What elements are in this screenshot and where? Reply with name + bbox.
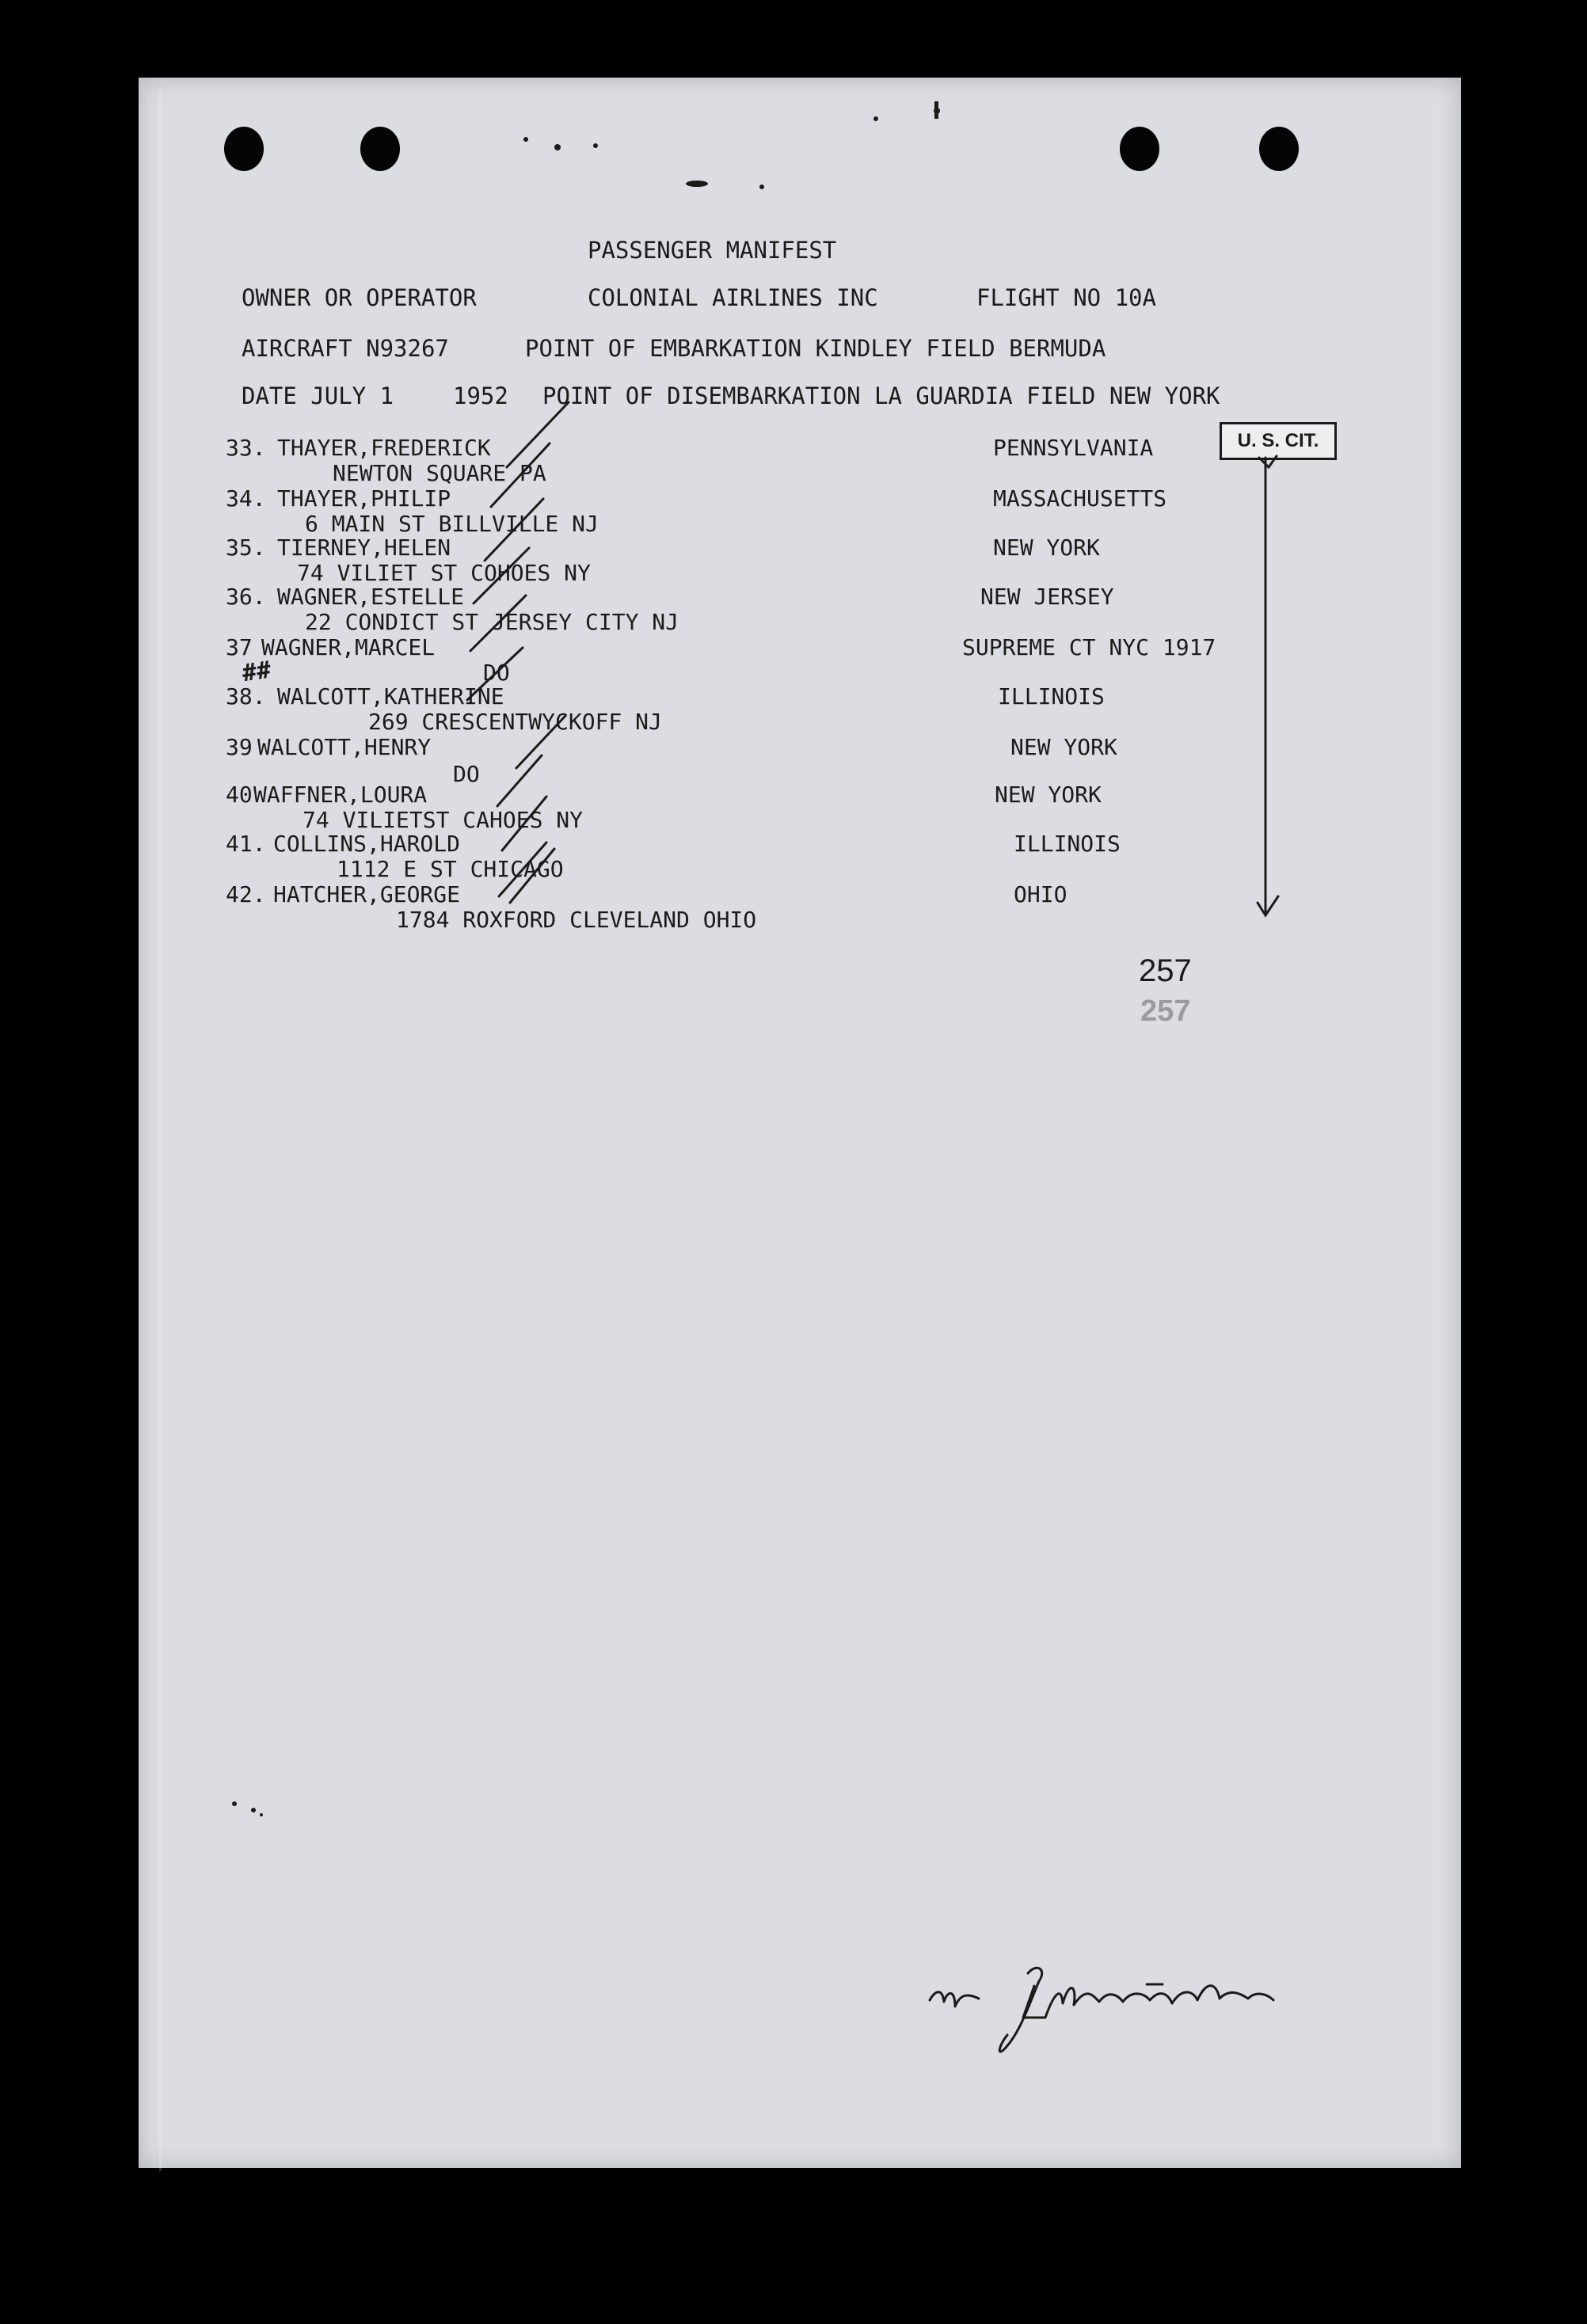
stamp-connector — [1259, 456, 1277, 467]
passenger-name: WAGNER,MARCEL — [261, 634, 436, 660]
passenger-origin: NEW YORK — [995, 782, 1102, 808]
passenger-address: 22 CONDICT ST JERSEY CITY NJ — [305, 609, 679, 635]
passenger-number: 42. — [226, 881, 266, 907]
passenger-name: THAYER,PHILIP — [277, 485, 451, 512]
passenger-origin: PENNSYLVANIA — [993, 435, 1154, 461]
passenger-origin: NEW YORK — [1010, 734, 1117, 760]
passenger-name: WALCOTT,KATHERINE — [277, 683, 504, 709]
passenger-name: HATCHER,GEORGE — [273, 881, 461, 907]
passenger-origin: MASSACHUSETTS — [993, 485, 1167, 512]
passenger-number: 35. — [226, 534, 266, 561]
passenger-address: 1784 ROXFORD CLEVELAND OHIO — [396, 907, 757, 933]
check-mark — [467, 648, 523, 700]
passenger-address: 269 CRESCENTWYCKOFF NJ — [368, 709, 662, 735]
operator-name: COLONIAL AIRLINES INC — [588, 284, 878, 311]
manifest-date: DATE JULY 1 — [242, 382, 394, 409]
manifest-year: 1952 — [453, 382, 508, 409]
flight-number: FLIGHT NO 10A — [976, 284, 1156, 311]
passenger-number: 41. — [226, 831, 266, 857]
check-mark — [474, 548, 529, 603]
page-number: 257 — [1139, 953, 1192, 988]
passenger-name: COLLINS,HAROLD — [273, 831, 461, 857]
page-number-stamp: 257 — [1140, 995, 1191, 1028]
passenger-number: 40 — [226, 782, 253, 808]
manifest-title: PASSENGER MANIFEST — [588, 237, 837, 264]
disembarkation-point: POINT OF DISEMBARKATION LA GUARDIA FIELD NEW YORK — [542, 382, 1220, 409]
owner-label: OWNER OR OPERATOR — [242, 284, 477, 311]
passenger-address: 74 VILIET ST COHOES NY — [297, 560, 591, 586]
passenger-name: THAYER,FREDERICK — [277, 435, 491, 461]
check-mark — [485, 499, 543, 561]
passenger-address: 6 MAIN ST BILLVILLE NJ — [305, 511, 599, 537]
passenger-number: 37 — [226, 634, 253, 660]
embarkation-point: POINT OF EMBARKATION KINDLEY FIELD BERMUDA — [525, 335, 1106, 362]
signature — [930, 1968, 1273, 2052]
passenger-address: DO — [453, 761, 480, 787]
check-mark — [502, 797, 546, 850]
citizen-arrow-head — [1258, 896, 1278, 915]
passenger-address: DO — [483, 660, 510, 686]
passenger-origin: OHIO — [1014, 881, 1068, 907]
passenger-origin: SUPREME CT NYC 1917 — [962, 634, 1216, 660]
passenger-origin: ILLINOIS — [998, 683, 1105, 709]
passenger-address: 74 VILIETST CAHOES NY — [303, 807, 584, 833]
passenger-number: 39 — [226, 734, 253, 760]
marginal-mark: ## — [240, 656, 273, 688]
passenger-name: WAGNER,ESTELLE — [277, 584, 465, 610]
passenger-name: TIERNEY,HELEN — [277, 534, 451, 561]
passenger-origin: ILLINOIS — [1014, 831, 1121, 857]
passenger-address: NEWTON SQUARE PA — [333, 460, 546, 486]
passenger-number: 34. — [226, 485, 266, 512]
aircraft-id: AIRCRAFT N93267 — [242, 335, 449, 362]
passenger-name: WALCOTT,HENRY — [257, 734, 432, 760]
passenger-number: 33. — [226, 435, 266, 461]
us-citizen-stamp: U. S. CIT. — [1220, 422, 1337, 460]
passenger-number: 38. — [226, 683, 266, 709]
passenger-origin: NEW JERSEY — [980, 584, 1114, 610]
passenger-origin: NEW YORK — [993, 534, 1100, 561]
passenger-number: 36. — [226, 584, 266, 610]
check-mark — [516, 716, 565, 768]
passenger-address: 1112 E ST CHICAGO — [337, 856, 564, 882]
check-mark — [470, 595, 526, 651]
passenger-name: WAFFNER,LOURA — [253, 782, 428, 808]
